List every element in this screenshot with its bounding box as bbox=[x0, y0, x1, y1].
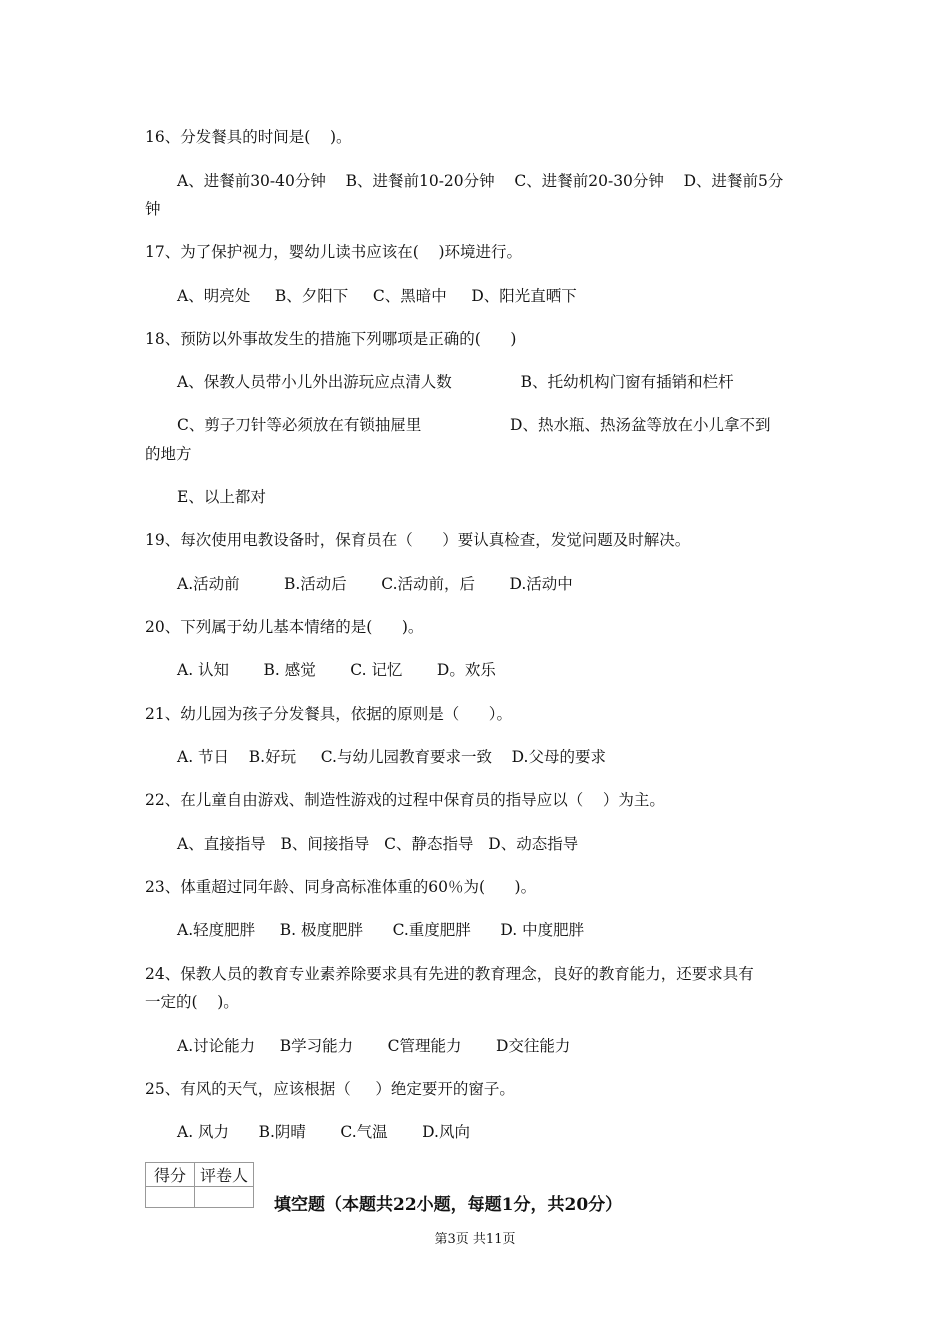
question-18-options-ab: A、保教人员带小儿外出游玩应点清人数 B、托幼机构门窗有插销和栏杆 bbox=[177, 373, 734, 391]
question-21-stem: 21、幼儿园为孩子分发餐具，依据的原则是（ ）。 bbox=[145, 705, 513, 723]
question-16-options: A、进餐前30-40分钟 B、进餐前10-20分钟 C、进餐前20-30分钟 D、进餐前5分 bbox=[177, 172, 784, 190]
question-18-options-cd: C、剪子刀针等必须放在有锁抽屉里 D、热水瓶、热汤盆等放在小儿拿不到 bbox=[177, 416, 771, 434]
question-20-options: A. 认知 B. 感觉 C. 记忆 D。欢乐 bbox=[177, 661, 496, 679]
section-title: 填空题（本题共22小题，每题1分，共20分） bbox=[274, 1195, 623, 1215]
question-16-options-wrap: 钟 bbox=[145, 200, 161, 218]
question-24-stem-wrap: 一定的( )。 bbox=[145, 993, 239, 1011]
question-16-stem: 16、分发餐具的时间是( )。 bbox=[145, 128, 352, 146]
question-23-options: A.轻度肥胖 B. 极度肥胖 C.重度肥胖 D. 中度肥胖 bbox=[177, 921, 585, 939]
score-cell bbox=[146, 1187, 195, 1208]
question-23-stem: 23、体重超过同年龄、同身高标准体重的60％为( )。 bbox=[145, 878, 537, 896]
question-22-stem: 22、在儿童自由游戏、制造性游戏的过程中保育员的指导应以（ ）为主。 bbox=[145, 791, 665, 809]
question-22-options: A、直接指导 B、间接指导 C、静态指导 D、动态指导 bbox=[177, 835, 579, 853]
question-17-options: A、明亮处 B、夕阳下 C、黑暗中 D、阳光直晒下 bbox=[177, 287, 577, 305]
question-24-options: A.讨论能力 B学习能力 C管理能力 D交往能力 bbox=[177, 1037, 571, 1055]
question-24-stem: 24、保教人员的教育专业素养除要求具有先进的教育理念，良好的教育能力，还要求具有 bbox=[145, 965, 754, 983]
question-18-option-e: E、以上都对 bbox=[177, 488, 266, 506]
score-box bbox=[145, 1162, 254, 1208]
question-18-stem: 18、预防以外事故发生的措施下列哪项是正确的( ) bbox=[145, 330, 517, 348]
question-17-stem: 17、为了保护视力，婴幼儿读书应该在( )环境进行。 bbox=[145, 243, 523, 261]
grader-header: 评卷人 bbox=[195, 1163, 254, 1187]
question-25-options: A. 风力 B.阴晴 C.气温 D.风向 bbox=[177, 1123, 470, 1141]
question-25-stem: 25、有风的天气，应该根据（ ）绝定要开的窗子。 bbox=[145, 1080, 515, 1098]
question-19-options: A.活动前 B.活动后 C.活动前，后 D.活动中 bbox=[177, 575, 573, 593]
question-18-options-wrap: 的地方 bbox=[145, 445, 192, 463]
question-20-stem: 20、下列属于幼儿基本情绪的是( )。 bbox=[145, 618, 424, 636]
question-19-stem: 19、每次使用电教设备时，保育员在（ ）要认真检查，发觉问题及时解决。 bbox=[145, 531, 691, 549]
score-header: 得分 bbox=[146, 1163, 195, 1187]
grader-cell bbox=[195, 1187, 254, 1208]
question-21-options: A. 节日 B.好玩 C.与幼儿园教育要求一致 D.父母的要求 bbox=[177, 748, 606, 766]
page-footer: 第3页 共11页 bbox=[434, 1232, 516, 1247]
